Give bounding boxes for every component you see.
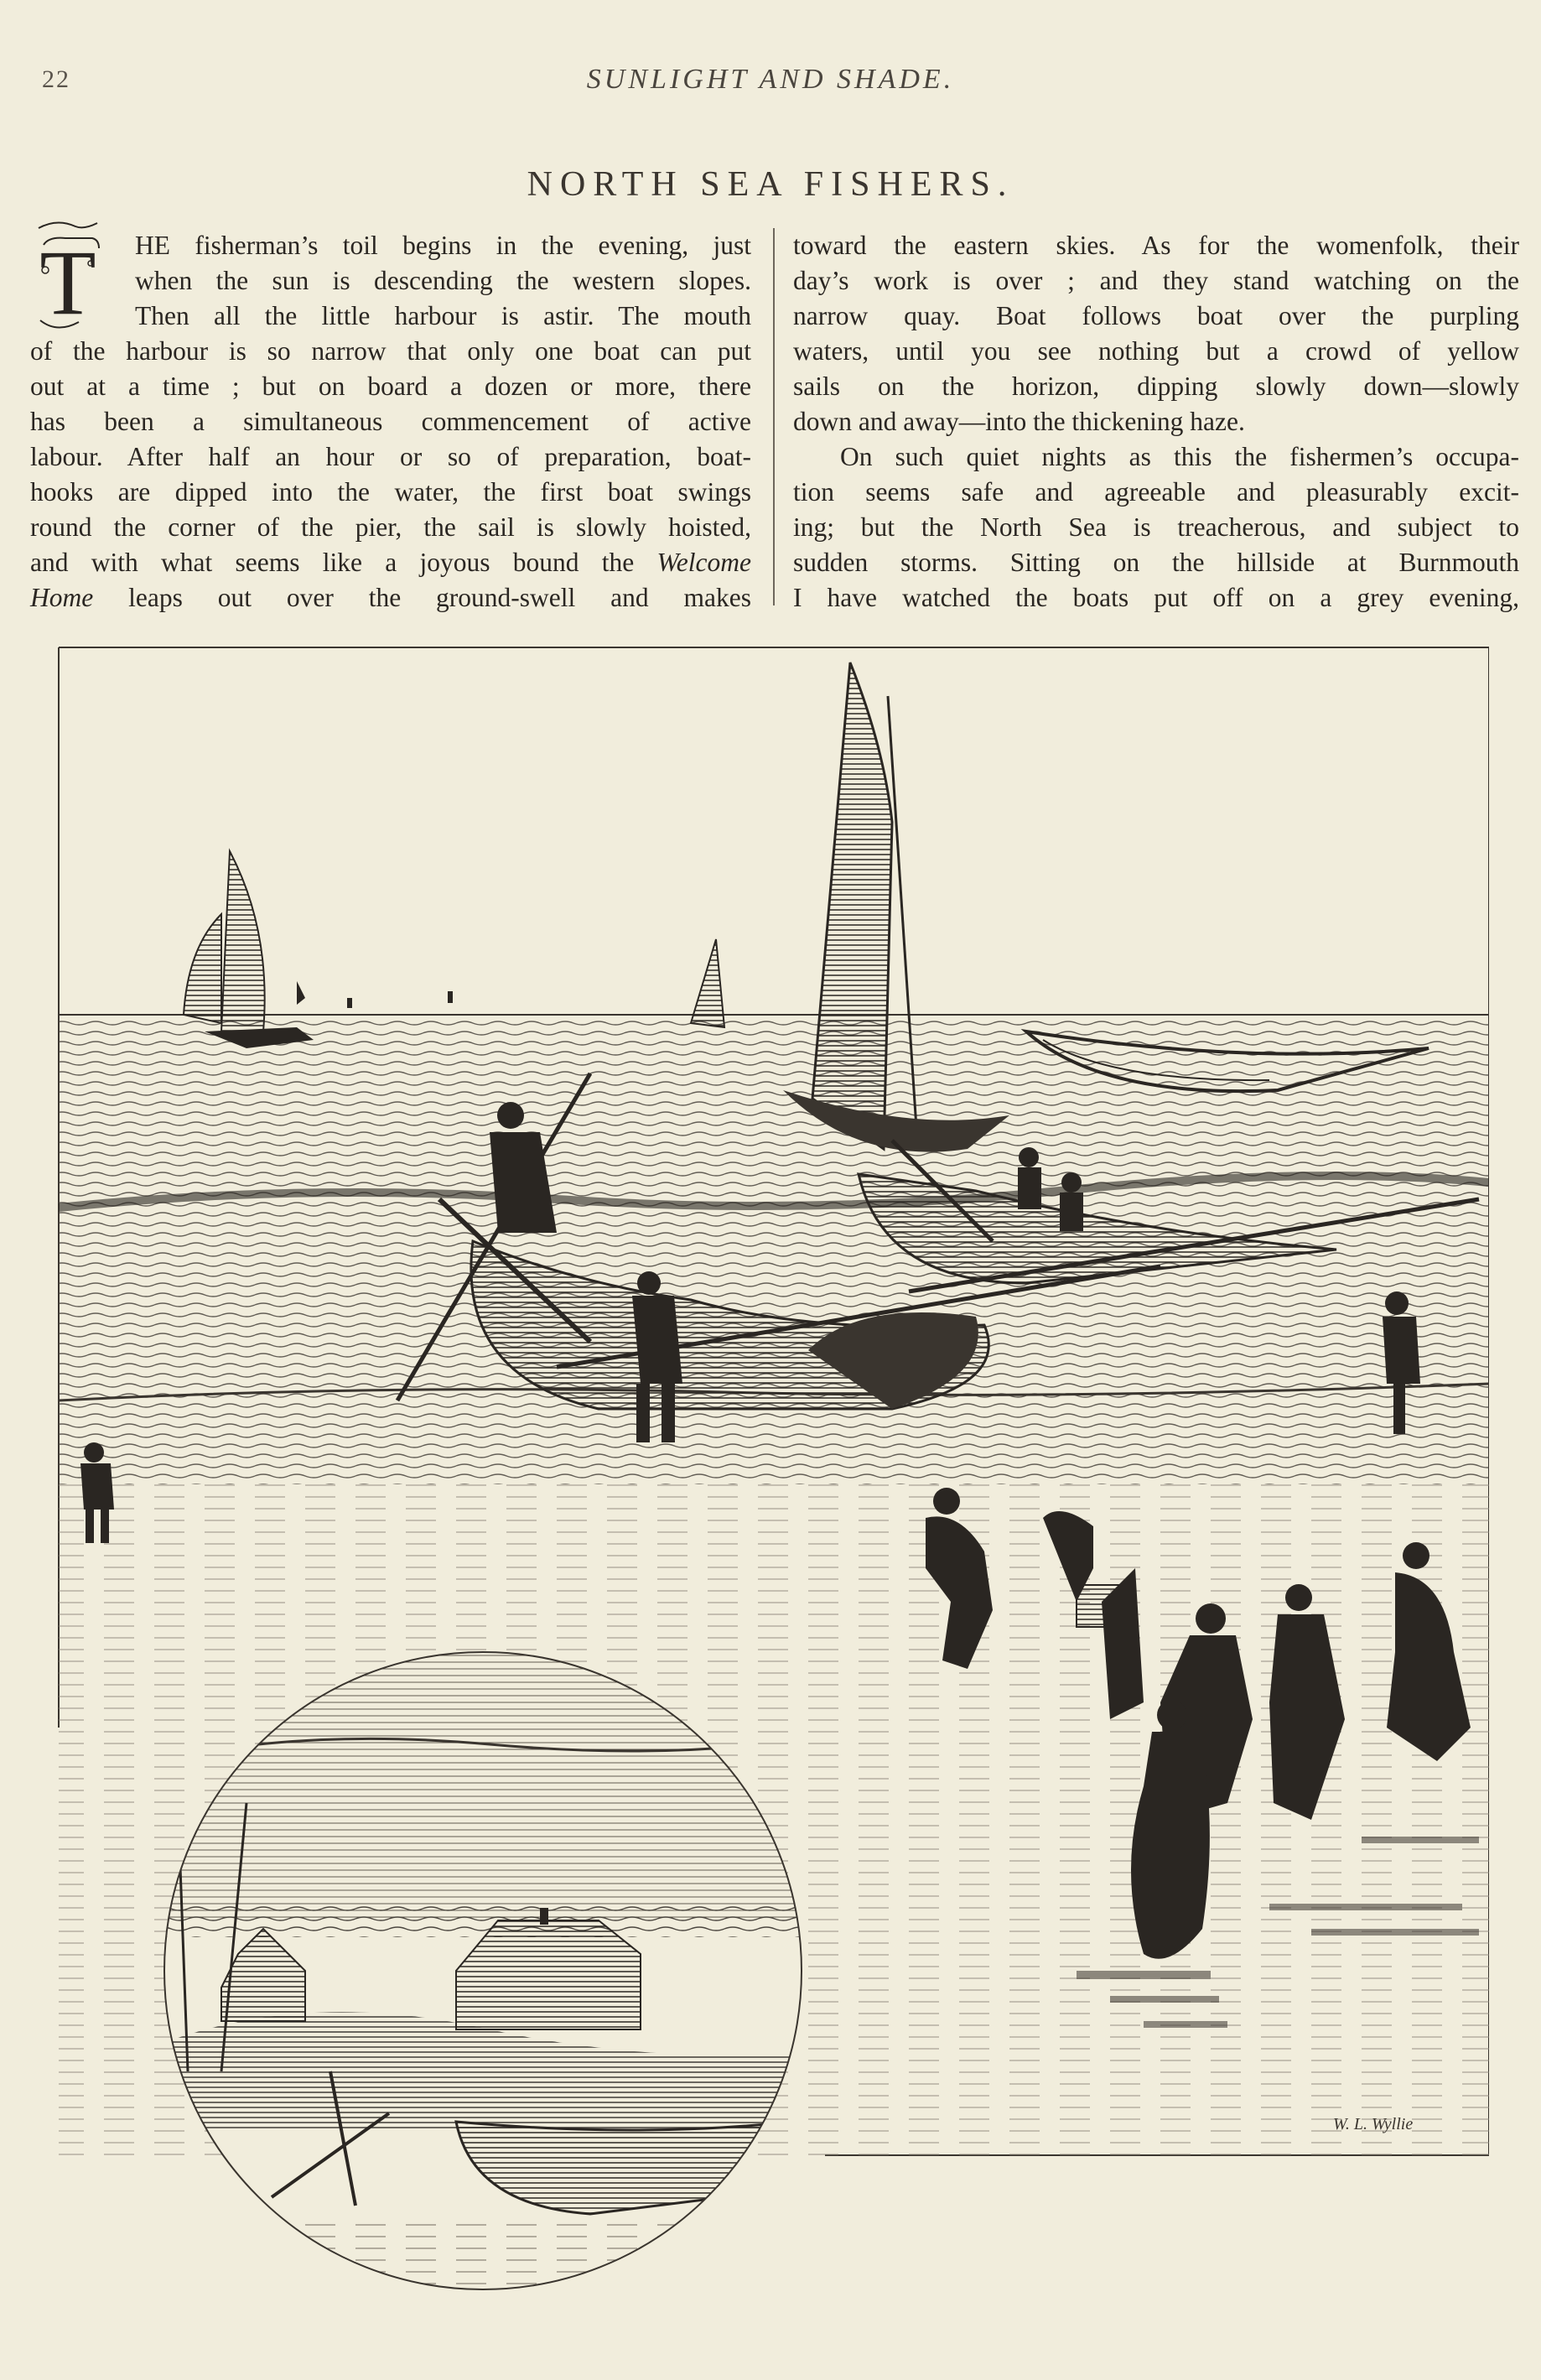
text-line: labour. After half an hour or so of preparation, boat-: [30, 442, 751, 471]
page-number: 22: [42, 65, 70, 93]
text-line: tion seems safe and agreeable and pleasurably excit-: [793, 477, 1519, 507]
running-head: [0, 59, 1541, 101]
text-line: day’s work is over ; and they stand watching on the: [793, 266, 1519, 295]
large-sail: [812, 663, 892, 1149]
text-line: sails on the horizon, dipping slowly down—slowly: [793, 372, 1519, 401]
text-line: sudden storms. Sitting on the hillside at Burnmouth: [793, 548, 1519, 577]
text-line: out at a time ; but on board a dozen or more, there: [30, 372, 751, 401]
text-line: I have watched the boats put off on a grey evening,: [793, 583, 1519, 612]
text-line: has been a simultaneous commencement of active: [30, 407, 751, 436]
italic-boat-name: Welcome: [656, 548, 751, 577]
distant-sailboat: [691, 939, 724, 1027]
italic-boat-name: Home: [30, 583, 94, 612]
text-line: down and away—into the thickening haze.: [793, 407, 1245, 436]
engraving-illustration: [54, 646, 1489, 2298]
text-line: when the sun is descending the western slopes.: [135, 266, 751, 295]
text-line: HE fisherman’s toil begins in the evening, just: [135, 231, 751, 260]
drop-cap-letter: T: [39, 231, 96, 334]
text-fragment: and with what seems like a joyous bound the: [30, 548, 657, 577]
column-rule: [773, 228, 775, 605]
text-line: toward the eastern skies. As for the womenfolk, their: [793, 231, 1519, 260]
text-line-with-italics: [30, 580, 751, 616]
running-title: SUNLIGHT AND SHADE.: [586, 64, 955, 95]
text-column-right: [793, 228, 1519, 616]
text-line: Then all the little harbour is astir. The mouth: [135, 301, 751, 330]
text-line-with-italics: [30, 545, 751, 580]
text-line: of the harbour is so narrow that only one boat can put: [30, 336, 751, 366]
text-column-left: [30, 228, 751, 616]
cottage: [456, 1920, 641, 2029]
text-line: round the corner of the pier, the sail is slowly hoisted,: [30, 512, 751, 542]
artist-signature: W. L. Wyllie: [1333, 2115, 1414, 2133]
article-title: NORTH SEA FISHERS.: [527, 165, 1014, 204]
text-line: On such quiet nights as this the fishermen’s occupa-: [840, 442, 1519, 471]
text-fragment: leaps out over the ground-swell and makes: [93, 583, 751, 612]
text-line: hooks are dipped into the water, the first boat swings: [30, 477, 751, 507]
text-line: ing; but the North Sea is treacherous, and subject to: [793, 512, 1519, 542]
text-line: narrow quay. Boat follows boat over the purpling: [793, 301, 1519, 330]
text-line: waters, until you see nothing but a crowd of yellow: [793, 336, 1519, 366]
